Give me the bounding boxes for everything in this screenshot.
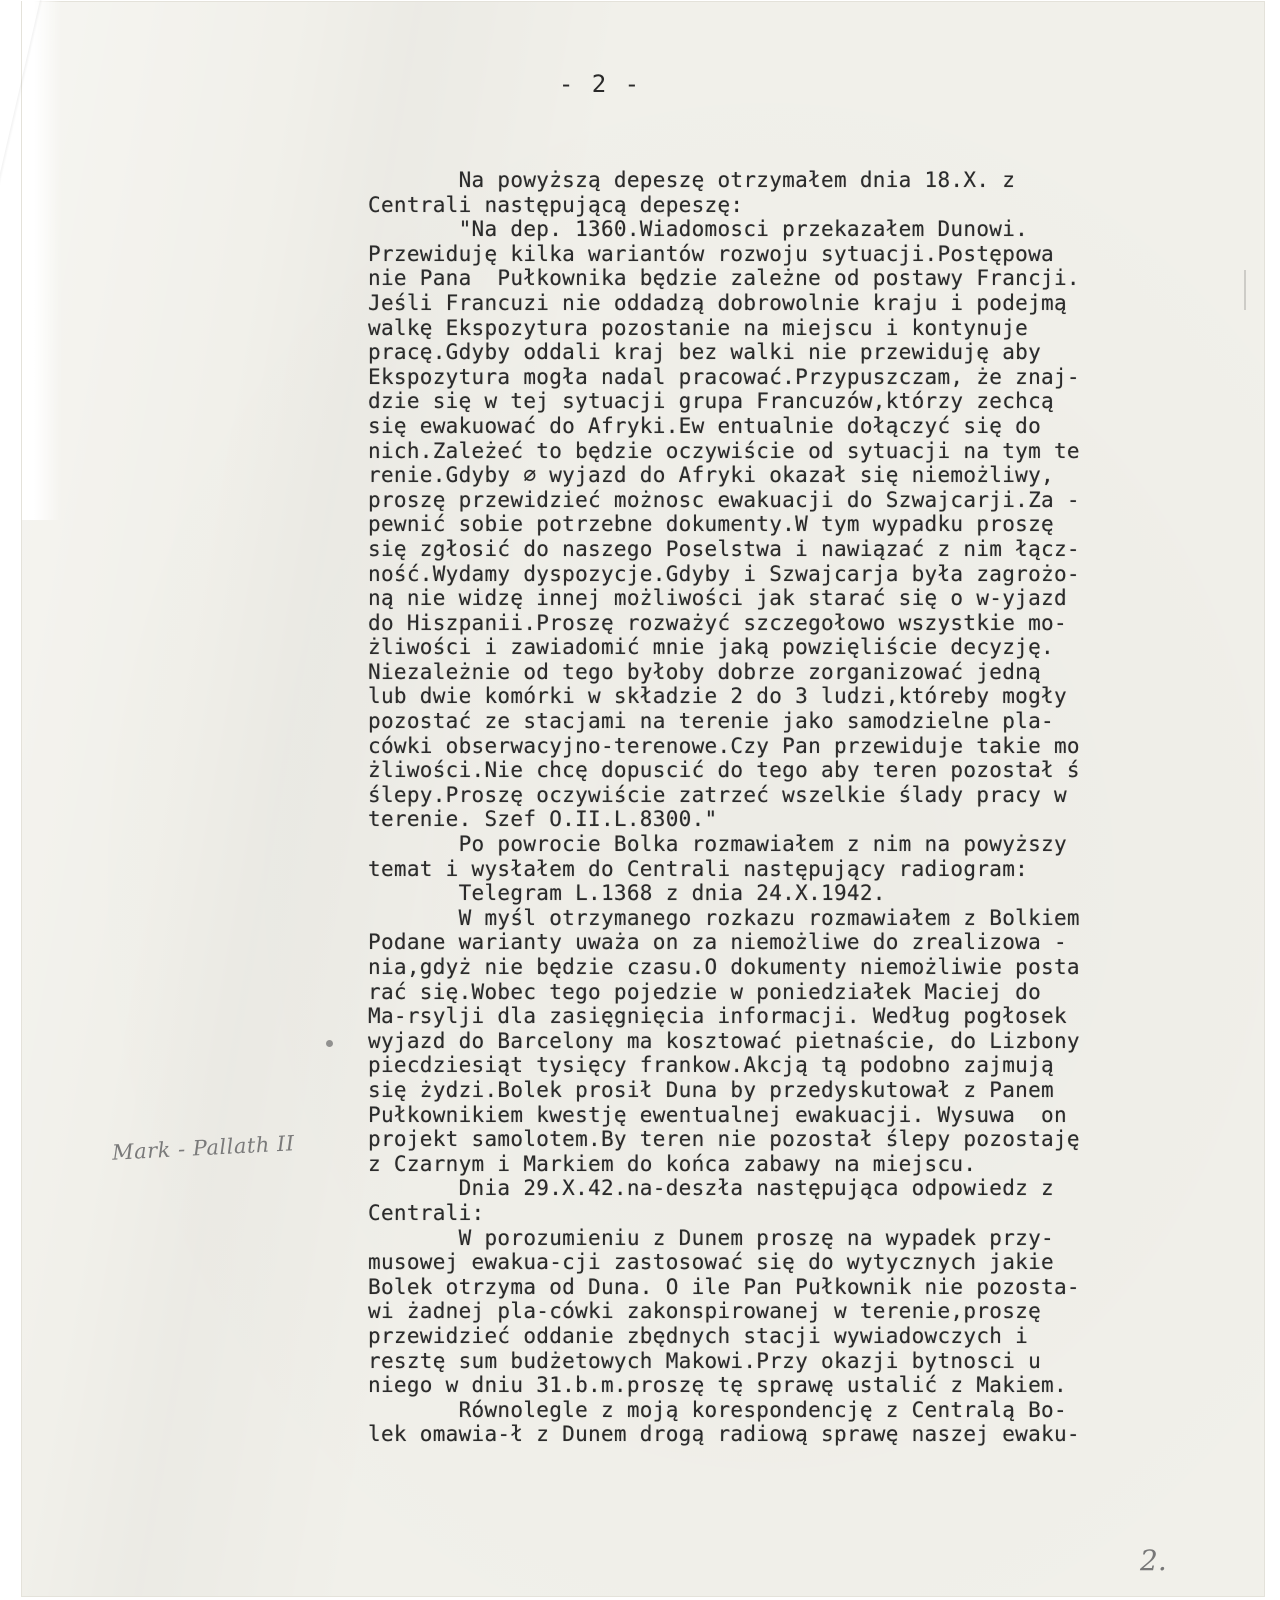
text-line: się żydzi.Bolek prosił Duna by przedyskutował z Panem	[368, 1077, 1054, 1102]
text-line: Ekspozytura mogła nadal pracować.Przypuszczam, że znaj-	[368, 364, 1080, 389]
text-line: Centrali:	[368, 1200, 485, 1225]
text-line: Niezależnie od tego byłoby dobrze zorganizować jedną	[368, 659, 1042, 684]
text-line: temat i wysłałem do Centrali następujący radiogram:	[368, 856, 1029, 881]
text-line: Podane warianty uważa on za niemożliwe do zrealizowa -	[368, 930, 1067, 955]
text-line: terenie. Szef O.II.L.8300."	[368, 807, 718, 832]
text-line: Pułkownikiem kwestję ewentualnej ewakuacji. Wysuwa on	[368, 1102, 1067, 1127]
text-line: Przewiduję kilka wariantów rozwoju sytuacji.Postępowa	[368, 241, 1054, 266]
text-line: Po powrocie Bolka rozmawiałem z nim na powyższy	[368, 832, 1067, 857]
text-line: lek omawia-ł z Dunem drogą radiową sprawę naszej ewaku-	[368, 1422, 1080, 1447]
text-line: pewnić sobie potrzebne dokumenty.W tym wypadku proszę	[368, 512, 1054, 537]
text-line: proszę przewidzieć możnosc ewakuacji do Szwajcarji.Za -	[368, 487, 1080, 512]
text-line: resztę sum budżetowych Makowi.Przy okazji bytnosci u	[368, 1348, 1042, 1373]
text-line: Jeśli Francuzi nie oddadzą dobrowolnie kraju i podejmą	[368, 290, 1067, 315]
torn-left-edge	[22, 0, 62, 520]
text-line: W myśl otrzymanego rozkazu rozmawiałem z Bolkiem	[368, 905, 1080, 930]
text-line: pozostać ze stacjami na terenie jako samodzielne pla-	[368, 709, 1054, 734]
text-line: nich.Zależeć to będzie oczywiście od sytuacji na tym te	[368, 438, 1080, 463]
text-line: nia,gdyż nie będzie czasu.O dokumenty niemożliwie posta	[368, 955, 1080, 979]
text-line: niego w dniu 31.b.m.proszę tę sprawę ustalić z Makiem.	[368, 1373, 1067, 1398]
text-line: projekt samolotem.By teren nie pozostał ślepy pozostaję	[368, 1127, 1080, 1152]
text-line: ną nie widzę innej możliwości jak starać się o w-yjazd	[368, 586, 1067, 611]
handwritten-margin-note: Mark - Pallath II	[111, 1131, 296, 1165]
text-line: ślepy.Proszę oczywiście zatrzeć wszelkie ślady pracy w	[368, 782, 1067, 807]
text-line: W porozumieniu z Dunem proszę na wypadek przy-	[368, 1225, 1054, 1250]
text-line: cówki obserwacyjno-terenowe.Czy Pan przewiduje takie mo	[368, 733, 1080, 758]
text-line: Dnia 29.X.42.na-deszła następująca odpowiedz z	[368, 1176, 1054, 1201]
text-line: Bolek otrzyma od Duna. O ile Pan Pułkownik nie pozosta-	[368, 1274, 1080, 1299]
text-line: pracę.Gdyby oddali kraj bez walki nie przewiduję aby	[368, 340, 1042, 365]
text-line: wyjazd do Barcelony ma kosztować pietnaście, do Lizbony	[368, 1028, 1080, 1053]
text-line: Ma-rsylji dla zasięgnięcia informacji. Według pogłosek	[368, 1004, 1067, 1029]
text-line: walkę Ekspozytura pozostanie na miejscu i kontynuje	[368, 315, 1029, 340]
handwritten-page-number: 2.	[1140, 1544, 1167, 1577]
page-number: - 2 -	[558, 70, 642, 98]
text-line: się zgłosić do naszego Poselstwa i nawiązać z nim łącz-	[368, 536, 1080, 561]
text-line: żliwości i zawiadomić mnie jaką powzięliście decyzję.	[368, 635, 1054, 660]
text-line: żliwości.Nie chcę dopuscić do tego aby teren pozostał ś	[368, 758, 1080, 783]
text-line: ność.Wydamy dyspozycje.Gdyby i Szwajcarja była zagrożo-	[368, 561, 1080, 586]
text-line: renie.Gdyby ∅ wyjazd do Afryki okazał się niemożliwy,	[368, 463, 1054, 488]
text-line: wi żadnej pla-cówki zakonspirowanej w terenie,proszę	[368, 1299, 1042, 1324]
text-line: się ewakuować do Afryki.Ew entualnie dołączyć się do	[368, 413, 1042, 438]
text-line: przewidzieć oddanie zbędnych stacji wywiadowczych i	[368, 1323, 1029, 1348]
text-line: piecdziesiąt tysięcy frankow.Akcją tą podobno zajmują	[368, 1053, 1054, 1078]
text-line: do Hiszpanii.Proszę rozważyć szczegołowo wszystkie mo-	[368, 610, 1067, 635]
typewritten-body	[368, 168, 1248, 1447]
text-line: musowej ewakua-cji zastosować się do wytycznych jakie	[368, 1250, 1054, 1275]
text-line: Centrali następującą depeszę:	[368, 192, 744, 217]
text-line: Równolegle z moją korespondencję z Centralą Bo-	[368, 1397, 1067, 1422]
text-line: dzie się w tej sytuacji grupa Francuzów,którzy zechcą	[368, 389, 1054, 414]
ink-dot	[326, 1040, 333, 1047]
text-line: lub dwie komórki w składzie 2 do 3 ludzi,któreby mogły	[368, 684, 1067, 709]
text-line: z Czarnym i Markiem do końca zabawy na miejscu.	[368, 1151, 977, 1176]
text-line: Telegram L.1368 z dnia 24.X.1942.	[368, 881, 886, 906]
text-line: rać się.Wobec tego pojedzie w poniedziałek Maciej do	[368, 979, 1042, 1004]
text-line: nie Pana Pułkownika będzie zależne od postawy Francji.	[368, 266, 1080, 291]
text-line: Na powyższą depeszę otrzymałem dnia 18.X. z	[368, 168, 1016, 192]
text-line: "Na dep. 1360.Wiadomosci przekazałem Dunowi.	[368, 217, 1029, 242]
